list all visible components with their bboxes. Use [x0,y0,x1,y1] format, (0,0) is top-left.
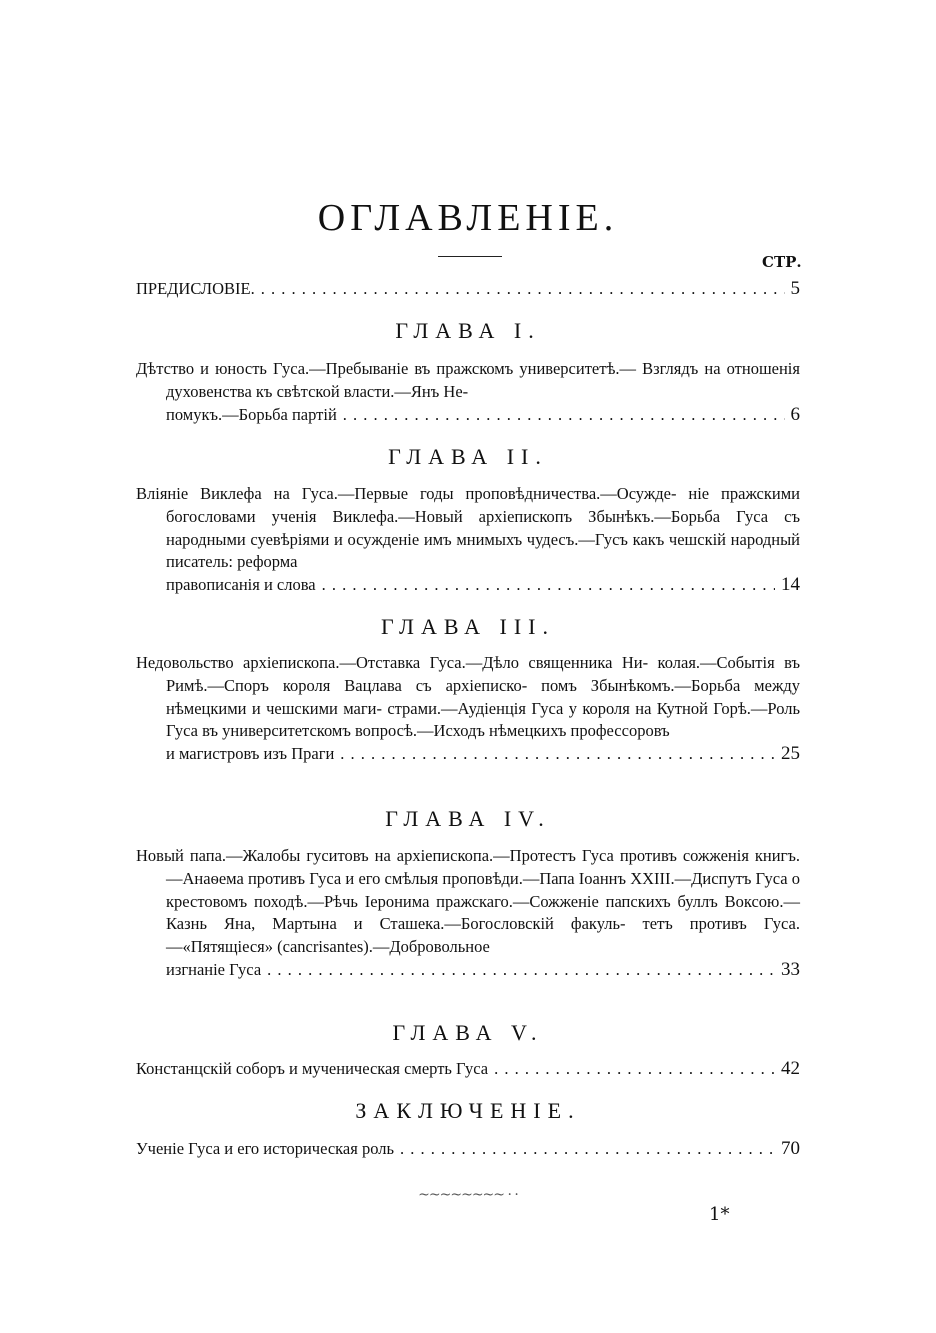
dot-leader [261,278,785,301]
toc-page-number: 70 [781,1138,800,1159]
toc-entry-last-line: помукъ.—Борьба партій [166,404,337,424]
title-rule [438,256,502,257]
toc-entry-chapter-1[interactable] [136,358,800,426]
chapter-heading-conclusion: ЗАКЛЮЧЕНІЕ. [355,1098,581,1123]
chapter-heading-2: ГЛАВА II. [388,444,548,469]
dot-leader [494,1058,775,1081]
dot-leader [400,1138,775,1161]
toc-page-number: 14 [781,574,800,596]
toc-page-number: 6 [790,403,800,425]
toc-entry-conclusion[interactable] [136,1138,800,1161]
toc-page-number: 25 [781,743,800,765]
dot-leader [340,743,775,766]
toc-entry-text: Вліяніе Виклефа на Гуса.—Первые годы проповѣдничества.—Осужде- ніе пражскими богословами ученія Виклефа.—Новый архіепископъ Збынѣкъ.—Борьба Гуса съ народными суевѣріями и осужденіе имъ мнимыхъ чудесъ.—Гусъ какъ чешскій народный писатель: реформа [136,484,800,572]
chapter-heading-3: ГЛАВА III. [380,614,556,639]
page-column-label: СТР. [762,253,802,271]
toc-entry-preface[interactable] [136,278,800,301]
toc-entry-chapter-3[interactable] [136,652,800,766]
chapter-heading-4: ГЛАВА IV. [385,806,551,831]
toc-entry-last-line: изгнаніе Гуса [166,959,262,979]
chapter-heading-1: ГЛАВА I. [395,318,541,343]
toc-entry-text: Новый папа.—Жалобы гуситовъ на архіепископа.—Протестъ Гуса противъ сожженія книгъ.—Анаѳема противъ Гуса и его смѣлыя проповѣди.—Папа Іоаннъ XXIII.—Диспутъ Гуса о крестовомъ походѣ.—Рѣчь Іеронима пражскаго.—Сожженіе папскихъ буллъ Воксою.—Казнь Яна, Мартына и Сташека.—Богословскій факуль- тетъ противъ Гуса.—«Пятящіеся» (cancrisantes).—Добровольное [136,846,800,957]
toc-page-number: 42 [781,1058,800,1079]
toc-entry-last-line: правописанія и слова [166,575,316,595]
toc-entry-text: ПРЕДИСЛОВІЕ. [136,279,255,298]
toc-page-number: 33 [781,958,800,980]
ornament-flourish: ~~~~~~~~ · · [418,1187,518,1203]
chapter-heading-5: ГЛАВА V. [392,1020,544,1045]
dot-leader [322,574,775,597]
toc-page-number: 5 [790,278,800,299]
toc-entry-text: Недовольство архіепископа.—Отставка Гуса.—Дѣло священника Ни- колая.—Событія въ Римѣ.—Споръ короля Вацлава съ архіеписко- помъ Збынѣкомъ.—Борьба между нѣмецкими и чешскими маги- страми.—Аудіенція Гуса у короля на Кутной Горѣ.—Роль Гуса въ университетскомъ вопросѣ.—Исходъ нѣмецкихъ профессоровъ [136,653,800,741]
toc-entry-chapter-2[interactable] [136,483,800,597]
dot-leader [267,959,775,982]
toc-entry-text: Констанцскій соборъ и мученическая смерть Гуса [136,1059,489,1078]
toc-entry-chapter-5[interactable] [136,1058,800,1081]
toc-entry-text: Дѣтство и юность Гуса.—Пребываніе въ пражскомъ университетѣ.— Взглядъ на отношенія духовенства къ свѣтской власти.—Янъ Не- [136,359,800,401]
page-title: ОГЛАВЛЕНІЕ. [317,197,619,239]
toc-entry-chapter-4[interactable] [136,845,800,982]
dot-leader [343,404,785,427]
folio-mark: 1* [709,1204,730,1225]
toc-entry-last-line: и магистровъ изъ Праги [166,744,335,764]
toc-entry-text: Ученіе Гуса и его историческая роль [136,1139,394,1158]
